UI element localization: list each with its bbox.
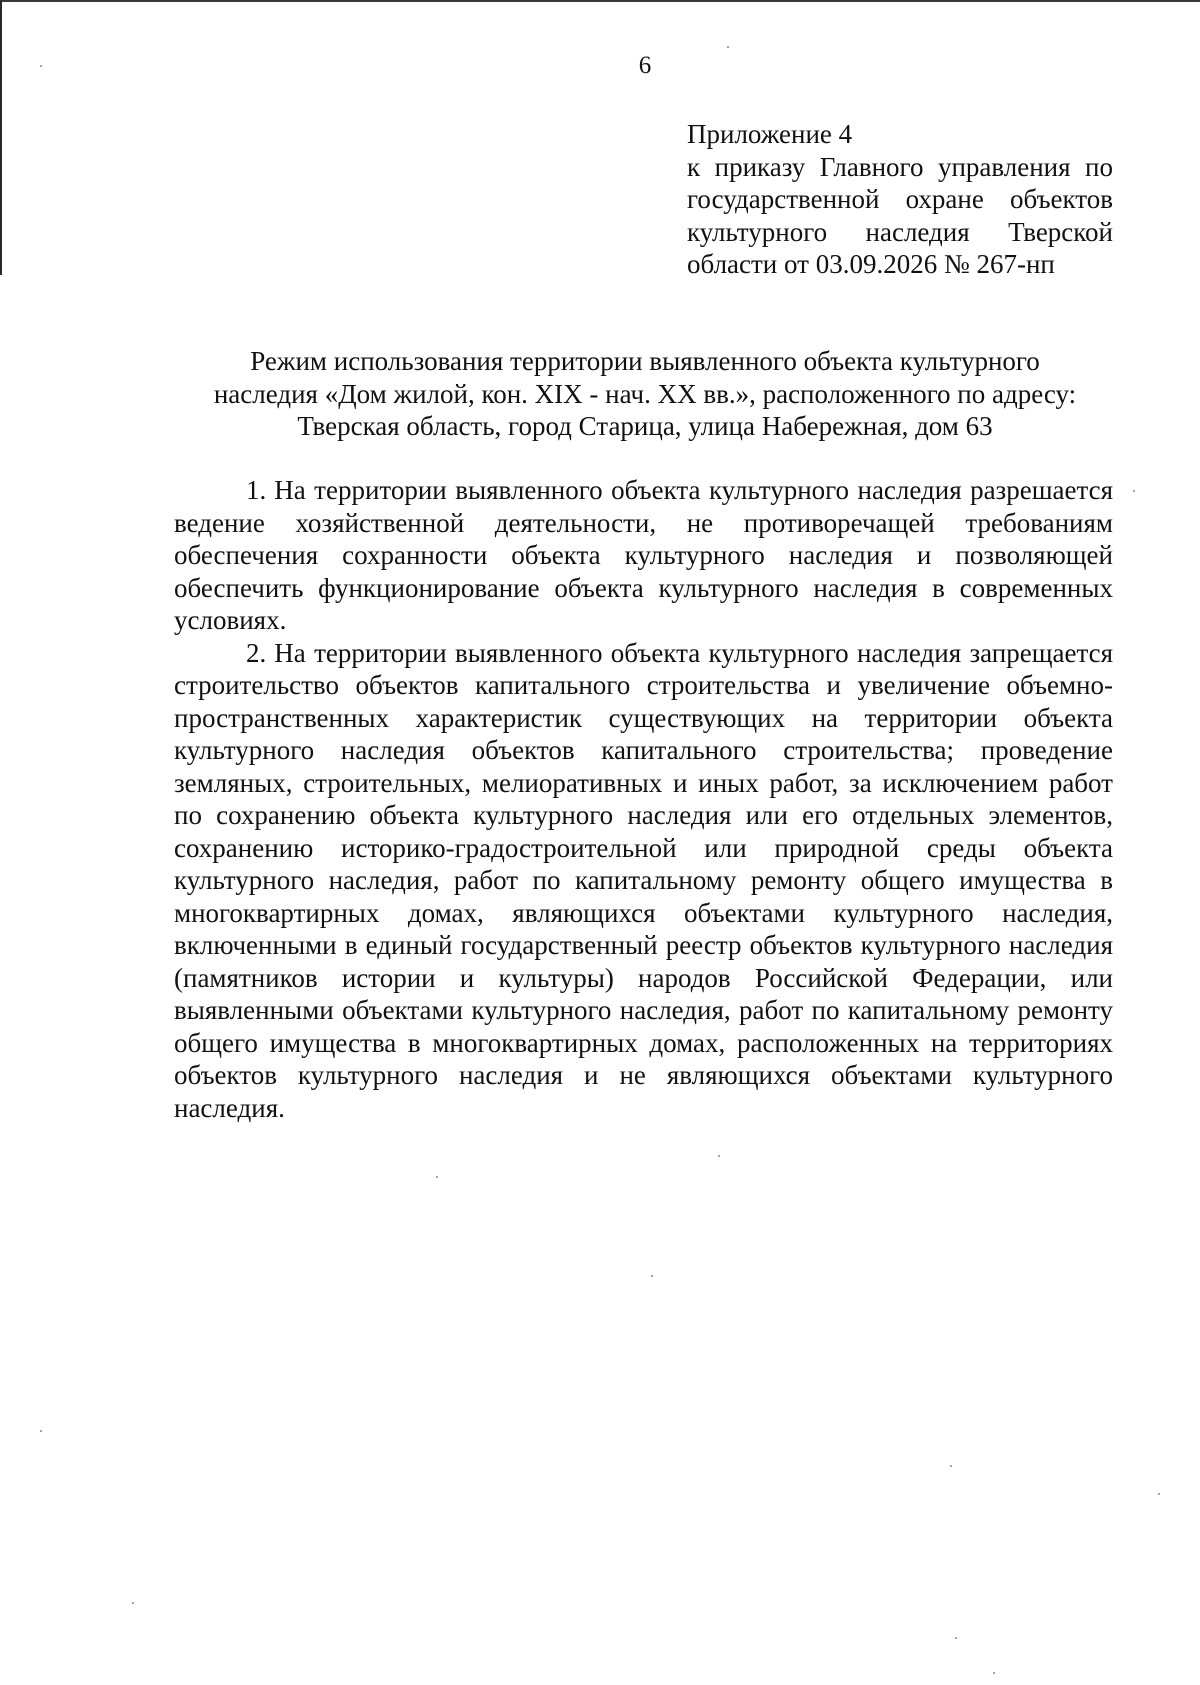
scan-speck (955, 1637, 957, 1639)
paragraph-text: На территории выявленного объекта культурного наследия разрешается ведение хозяйственной деятельности, не противоречащей требованиям обеспечения сохранности объекта культурного наследия и позволяющей обеспечить функционирование объекта культурного наследия в современных условиях. (174, 475, 1113, 635)
scan-speck (950, 1465, 952, 1467)
scan-speck (132, 1602, 134, 1604)
document-title (170, 345, 1120, 443)
document-body (174, 474, 1113, 1124)
scan-edge-left (0, 0, 2, 275)
document-title-line: Режим использования территории выявленного объекта культурного (250, 346, 1040, 376)
scan-speck (1133, 490, 1135, 492)
scan-edge-top (0, 0, 1200, 2)
scan-speck (1158, 1493, 1160, 1495)
scan-speck (993, 1672, 995, 1674)
appendix-header (687, 118, 1113, 281)
paragraph-1 (174, 474, 1113, 637)
appendix-reference: к приказу Главного управления по государственной охране объектов культурного наследия Тверской области от 03.09.2026 № 267-нп (687, 151, 1113, 279)
scan-speck (436, 1176, 438, 1178)
paragraph-2 (174, 637, 1113, 1125)
appendix-title: Приложение 4 (687, 119, 853, 149)
page-number: 6 (638, 52, 652, 79)
scan-speck (40, 1430, 42, 1432)
document-title-line: наследия «Дом жилой, кон. XIX - нач. XX вв.», расположенного по адресу: (213, 378, 1077, 409)
document-title-line: Тверская область, город Старица, улица Набережная, дом 63 (297, 411, 993, 441)
paragraph-text: На территории выявленного объекта культурного наследия запрещается строительство объектов капитального строительства и увеличение объемно-пространственных характеристик существующих на территории объекта культурного наследия объектов капитального строительства; проведение земляных, строительных, мелиоративных и иных работ, за исключением работ по сохранению объекта культурного наследия или его отдельных элементов, сохранению историко-градостроительной или природной среды объекта культурного наследия, работ по капитальному ремонту общего имущества в многоквартирных домах, являющихся объектами культурного наследия, включенными в единый государственный реестр объектов культурного наследия (памятников истории и культуры) народов Российской Федерации, или выявленными объектами культурного наследия, работ по капитальному ремонту общего имущества в многоквартирных домах, расположенных на территориях объектов культурного наследия и не являющихся объектами культурного наследия. (174, 637, 1113, 1123)
scan-speck (718, 1155, 720, 1157)
scan-speck (651, 1275, 653, 1277)
scan-speck (40, 65, 42, 67)
paragraph-number: 2. (246, 637, 267, 668)
scan-speck (727, 46, 729, 48)
paragraph-number: 1. (246, 475, 267, 505)
